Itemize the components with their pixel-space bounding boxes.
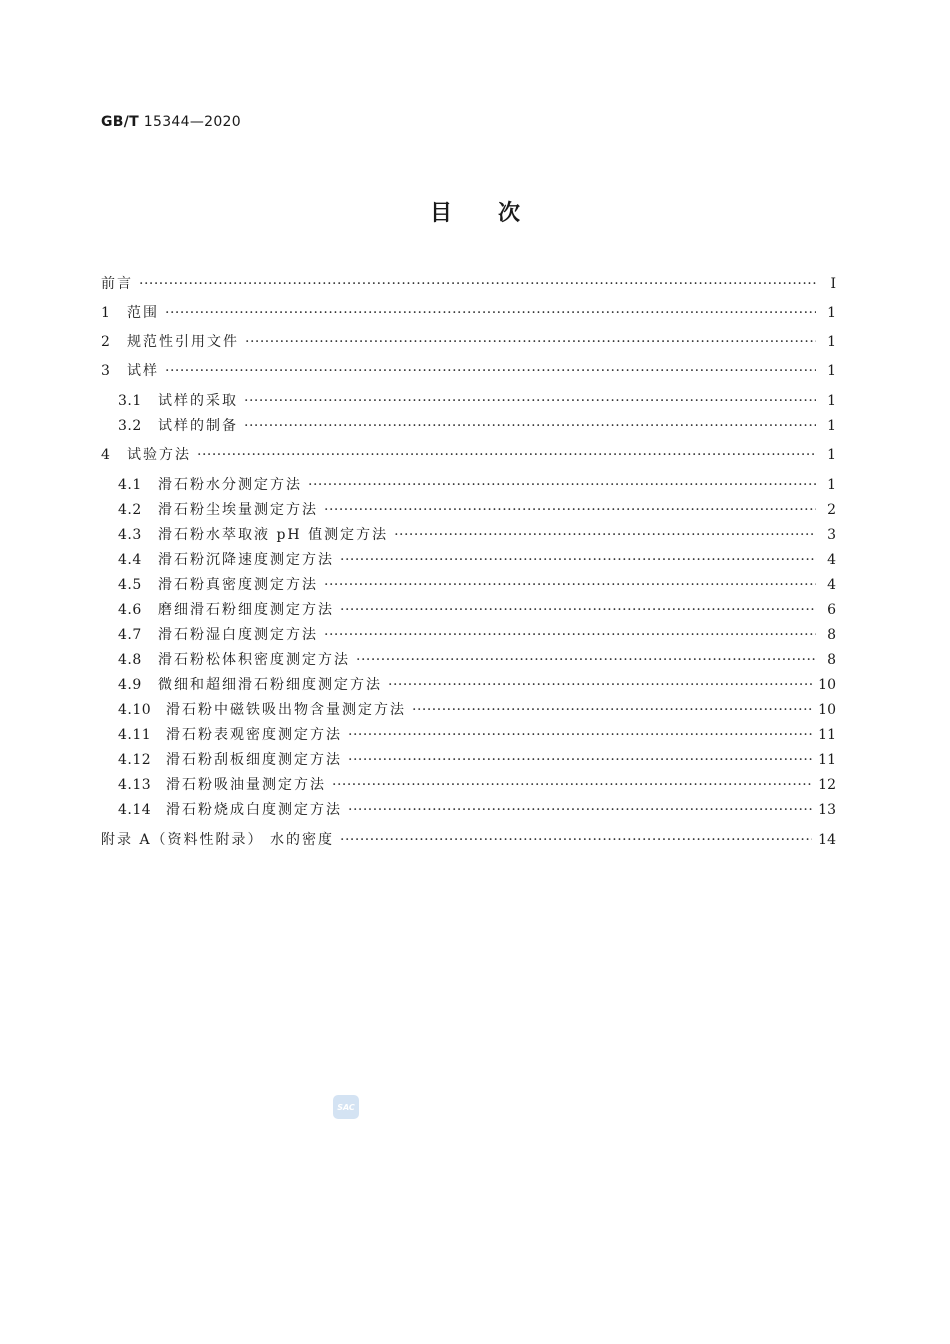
dot-leader [348,750,812,770]
dot-leader [165,361,816,381]
toc-entry-4-11[interactable]: 4.11 滑石粉表观密度测定方法 ····· 11 [118,725,836,745]
dot-leader [244,391,816,411]
dot-leader [412,700,812,720]
page-number: 4 [827,552,836,568]
sac-logo: SAC [333,1095,359,1119]
page-number: 4 [827,577,836,593]
page-number: 1 [827,477,836,493]
toc-entry-preface[interactable]: 前言 ····· I [101,274,836,294]
toc-entry-annex-a[interactable]: 附录 A（资料性附录） 水的密度 ····· 14 [101,830,836,850]
dot-leader [332,775,812,795]
toc-entry-3[interactable]: 3 试样 ····· 1 [101,361,836,381]
dot-leader [340,550,816,570]
dot-leader [340,600,816,620]
toc-entry-4-2[interactable]: 4.2 滑石粉尘埃量测定方法 ····· 2 [118,500,836,520]
toc-entry-4-3[interactable]: 4.3 滑石粉水萃取液 pH 值测定方法 ····· 3 [118,525,836,545]
toc-entry-4-12[interactable]: 4.12 滑石粉刮板细度测定方法 ····· 11 [118,750,836,770]
page-number: 11 [818,752,836,768]
page-title: 目次 [429,201,566,226]
dot-leader [324,575,816,595]
page-number: 8 [827,652,836,668]
toc-entry-4-8[interactable]: 4.8 滑石粉松体积密度测定方法 ····· 8 [118,650,836,670]
page-number: 10 [818,677,836,693]
toc-entry-4-13[interactable]: 4.13 滑石粉吸油量测定方法 ····· 12 [118,775,836,795]
toc-entry-4-5[interactable]: 4.5 滑石粉真密度测定方法 ····· 4 [118,575,836,595]
page-number: 1 [827,334,836,350]
page-number: 1 [827,418,836,434]
toc-entry-3-1[interactable]: 3.1 试样的采取 ····· 1 [118,391,836,411]
toc-entry-4[interactable]: 4 试验方法 ····· 1 [101,445,836,465]
page-number: 12 [818,777,836,793]
toc-entry-3-2[interactable]: 3.2 试样的制备 ····· 1 [118,416,836,436]
dot-leader [348,725,812,745]
page-number: 14 [818,832,836,848]
toc-entry-4-7[interactable]: 4.7 滑石粉湿白度测定方法 ····· 8 [118,625,836,645]
page-number: 1 [827,393,836,409]
dot-leader [340,830,812,850]
dot-leader [139,274,816,294]
toc-entry-4-14[interactable]: 4.14 滑石粉烧成白度测定方法 ····· 13 [118,800,836,820]
toc-entry-4-6[interactable]: 4.6 磨细滑石粉细度测定方法 ····· 6 [118,600,836,620]
toc-entry-4-4[interactable]: 4.4 滑石粉沉降速度测定方法 ····· 4 [118,550,836,570]
dot-leader [324,500,816,520]
toc-entry-1[interactable]: 1 范围 ····· 1 [101,303,836,323]
standard-code: GB/T 15344—2020 [101,114,241,130]
page-number: 1 [827,305,836,321]
page-number: 10 [818,702,836,718]
page-number: 1 [827,363,836,379]
dot-leader [244,416,816,436]
page-number: 13 [818,802,836,818]
page-number: 6 [827,602,836,618]
dot-leader [356,650,816,670]
toc-entry-4-10[interactable]: 4.10 滑石粉中磁铁吸出物含量测定方法 ····· 10 [118,700,836,720]
page-number: 3 [827,527,836,543]
dot-leader [197,445,816,465]
toc-entry-4-1[interactable]: 4.1 滑石粉水分测定方法 ····· 1 [118,475,836,495]
dot-leader [394,525,816,545]
dot-leader [308,475,816,495]
page-number: 8 [827,627,836,643]
page-number: I [830,276,836,292]
toc-entry-2[interactable]: 2 规范性引用文件 ····· 1 [101,332,836,352]
page-number: 2 [827,502,836,518]
dot-leader [245,332,816,352]
dot-leader [324,625,816,645]
page-number: 1 [827,447,836,463]
dot-leader [388,675,812,695]
dot-leader [348,800,812,820]
page-number: 11 [818,727,836,743]
dot-leader [165,303,816,323]
toc-entry-4-9[interactable]: 4.9 微细和超细滑石粉细度测定方法 ····· 10 [118,675,836,695]
